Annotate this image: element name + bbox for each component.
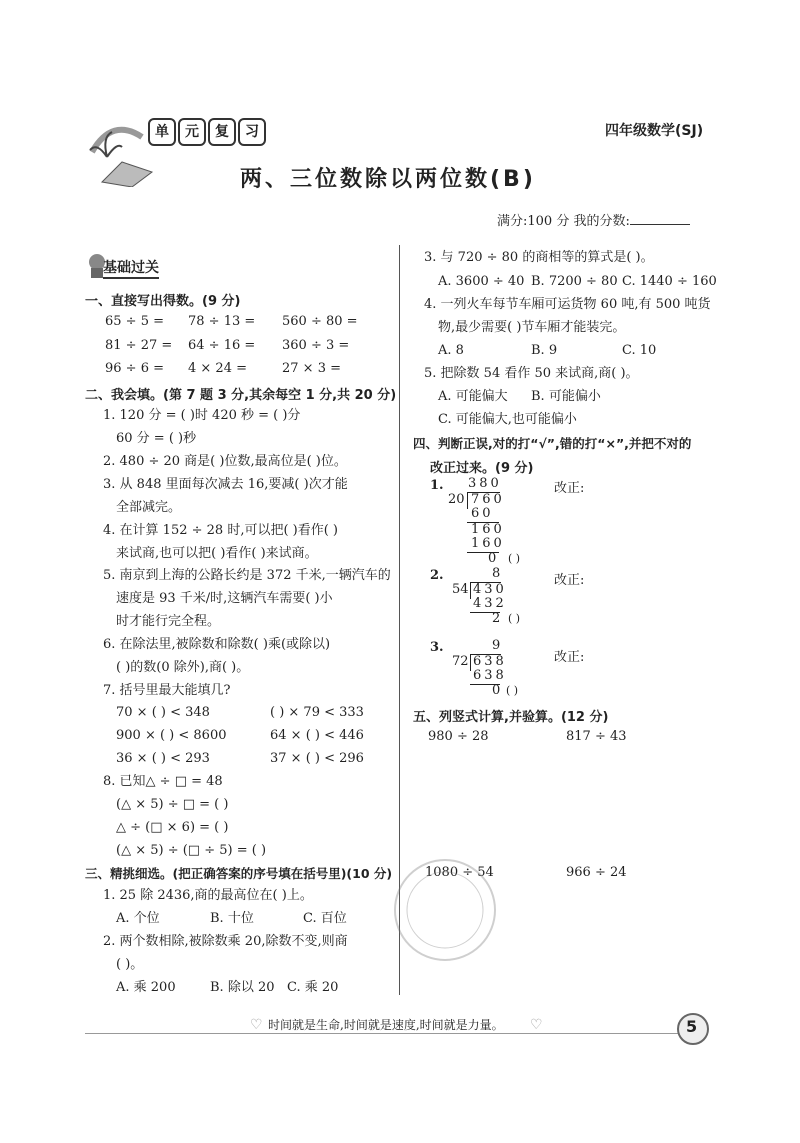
quotient: 9 xyxy=(492,638,501,653)
s5-item: 980 ÷ 28 xyxy=(428,729,489,744)
s1-cell: 78 ÷ 13 = xyxy=(188,314,256,329)
s3-q3: 3. 与 720 ÷ 80 的商相等的算式是( )。 xyxy=(424,250,654,265)
s1-cell: 81 ÷ 27 = xyxy=(105,338,173,353)
s2-q4a: 4. 在计算 152 ÷ 28 时,可以把( )看作( ) xyxy=(103,523,338,538)
remainder: 0 xyxy=(492,683,501,698)
s3-q1-opt: A. 个位 xyxy=(116,911,160,926)
s2-q4b: 来试商,也可以把( )看作( )来试商。 xyxy=(116,546,318,561)
unit-review-badge xyxy=(148,118,268,146)
s2-q3b: 全部减完。 xyxy=(116,500,182,515)
s2-q2: 2. 480 ÷ 20 商是( )位数,最高位是( )位。 xyxy=(103,454,347,469)
s2-q7: 7. 括号里最大能填几? xyxy=(103,683,231,698)
s2-q7-cell: 70 × ( ) < 348 xyxy=(116,705,210,720)
long-division-1 xyxy=(430,478,550,568)
s2-q5a: 5. 南京到上海的公路长约是 372 千米,一辆汽车的 xyxy=(103,568,391,583)
s1-cell: 27 × 3 = xyxy=(282,361,341,376)
correct-label: 改正: xyxy=(554,573,585,588)
s5-item: 966 ÷ 24 xyxy=(566,865,627,880)
watermark-seal xyxy=(375,850,515,970)
s4-heading-b: 改正过来。(9 分) xyxy=(430,461,534,476)
s3-q5-opt: C. 可能偏大,也可能偏小 xyxy=(438,412,577,427)
s2-q8-row: (△ × 5) ÷ □ = ( ) xyxy=(116,797,229,812)
s2-q7-cell: 37 × ( ) < 296 xyxy=(270,751,364,766)
s3-q5-opt: A. 可能偏大 xyxy=(438,389,508,404)
remainder: 2 xyxy=(492,611,501,626)
long-division-3 xyxy=(430,640,550,700)
s3-q1: 1. 25 除 2436,商的最高位在( )上。 xyxy=(103,888,313,903)
s3-q2-opt: A. 乘 200 xyxy=(116,980,176,995)
s5-heading: 五、列竖式计算,并验算。(12 分) xyxy=(413,710,609,725)
dividend: 638 xyxy=(473,654,507,669)
s1-cell: 560 ÷ 80 = xyxy=(282,314,358,329)
s5-item: 817 ÷ 43 xyxy=(566,729,627,744)
remainder: 0 xyxy=(488,551,497,566)
correct-label: 改正: xyxy=(554,650,585,665)
s3-q2-opt: C. 乘 20 xyxy=(287,980,339,995)
badge-char: 单 xyxy=(148,118,176,146)
s4-heading-a: 四、判断正误,对的打“√”,错的打“×”,并把不对的 xyxy=(413,436,692,451)
dividend: 430 xyxy=(473,582,507,597)
step-line: 160 xyxy=(471,522,505,537)
badge-char: 复 xyxy=(208,118,236,146)
judge-paren: ( ) xyxy=(508,612,521,625)
s1-cell: 64 ÷ 16 = xyxy=(188,338,256,353)
problem-number: 2. xyxy=(430,568,444,583)
correct-label: 改正: xyxy=(554,481,585,496)
s3-q4b: 物,最少需要( )节车厢才能装完。 xyxy=(438,320,626,335)
s3-q5-opt: B. 可能偏小 xyxy=(531,389,601,404)
step-line: 60 xyxy=(471,506,494,521)
section-badge-label: 基础过关 xyxy=(103,257,159,279)
page-title: 两、三位数除以两位数(B) xyxy=(240,167,536,192)
s3-q2b: ( )。 xyxy=(116,957,144,972)
section-badge xyxy=(85,252,185,282)
s5-item: 1080 ÷ 54 xyxy=(425,865,494,880)
s3-q4-opt: A. 8 xyxy=(438,343,464,358)
s3-q3-opt: B. 7200 ÷ 80 xyxy=(531,274,618,289)
divisor: 72 xyxy=(452,654,469,669)
s1-cell: 96 ÷ 6 = xyxy=(105,361,164,376)
s2-q8-row: (△ × 5) ÷ (□ ÷ 5) = ( ) xyxy=(116,843,267,858)
s1-cell: 360 ÷ 3 = xyxy=(282,338,350,353)
judge-paren: ( ) xyxy=(506,684,519,697)
step-line: 432 xyxy=(473,596,507,611)
s2-q1b: 60 分 = ( )秒 xyxy=(116,431,197,446)
s1-cell: 65 ÷ 5 = xyxy=(105,314,164,329)
page-number: 5 xyxy=(686,1017,698,1036)
s2-q6b: ( )的数(0 除外),商( )。 xyxy=(116,660,250,675)
step-line: 160 xyxy=(471,536,505,551)
s3-q3-opt: A. 3600 ÷ 40 xyxy=(438,274,525,289)
footer-motto: 时间就是生命,时间就是速度,时间就是力量。 xyxy=(268,1018,504,1032)
dividend: 760 xyxy=(471,492,505,507)
badge-char: 习 xyxy=(238,118,266,146)
s2-q8: 8. 已知△ ÷ □ = 48 xyxy=(103,774,223,789)
s2-q7-cell: 36 × ( ) < 293 xyxy=(116,751,210,766)
score-line xyxy=(497,212,690,231)
quotient: 380 xyxy=(468,476,502,491)
s3-q1-opt: C. 百位 xyxy=(303,911,347,926)
s3-q4a: 4. 一列火车每节车厢可运货物 60 吨,有 500 吨货 xyxy=(424,297,711,312)
s3-q2-opt: B. 除以 20 xyxy=(210,980,275,995)
s2-q5b: 速度是 93 千米/时,这辆汽车需要( )小 xyxy=(116,591,333,606)
s3-q3-opt: C. 1440 ÷ 160 xyxy=(622,274,717,289)
grade-label: 四年级数学(SJ) xyxy=(605,123,704,139)
judge-paren: ( ) xyxy=(508,552,521,565)
s3-q4-opt: C. 10 xyxy=(622,343,657,358)
s3-q2a: 2. 两个数相除,被除数乘 20,除数不变,则商 xyxy=(103,934,348,949)
s2-q7-cell: 64 × ( ) < 446 xyxy=(270,728,364,743)
s2-q7-cell: ( ) × 79 < 333 xyxy=(270,705,364,720)
s2-q8-row: △ ÷ (□ × 6) = ( ) xyxy=(116,820,229,835)
divisor: 20 xyxy=(448,492,465,507)
s2-q3a: 3. 从 848 里面每次减去 16,要减( )次才能 xyxy=(103,477,348,492)
s2-q1a: 1. 120 分 = ( )时 420 秒 = ( )分 xyxy=(103,408,301,423)
footer-heart-left: ♡ xyxy=(250,1017,263,1033)
problem-number: 3. xyxy=(430,640,444,655)
s2-q7-cell: 900 × ( ) < 8600 xyxy=(116,728,227,743)
s2-heading: 二、我会填。(第 7 题 3 分,其余每空 1 分,共 20 分) xyxy=(85,388,397,403)
s3-q5: 5. 把除数 54 看作 50 来试商,商( )。 xyxy=(424,366,639,381)
s2-q6a: 6. 在除法里,被除数和除数( )乘(或除以) xyxy=(103,637,331,652)
badge-char: 元 xyxy=(178,118,206,146)
quotient: 8 xyxy=(492,566,501,581)
s3-heading: 三、精挑细选。(把正确答案的序号填在括号里)(10 分) xyxy=(85,866,393,881)
long-division-2 xyxy=(430,568,550,628)
score-text: 满分:100 分 我的分数: xyxy=(497,214,630,229)
s1-heading: 一、直接写出得数。(9 分) xyxy=(85,294,241,309)
footer-heart-right: ♡ xyxy=(530,1017,543,1033)
s3-q1-opt: B. 十位 xyxy=(210,911,254,926)
s2-q5c: 时才能行完全程。 xyxy=(116,614,221,629)
step-line: 638 xyxy=(473,668,507,683)
problem-number: 1. xyxy=(430,478,444,493)
s1-cell: 4 × 24 = xyxy=(188,361,247,376)
s3-q4-opt: B. 9 xyxy=(531,343,558,358)
divisor: 54 xyxy=(452,582,469,597)
